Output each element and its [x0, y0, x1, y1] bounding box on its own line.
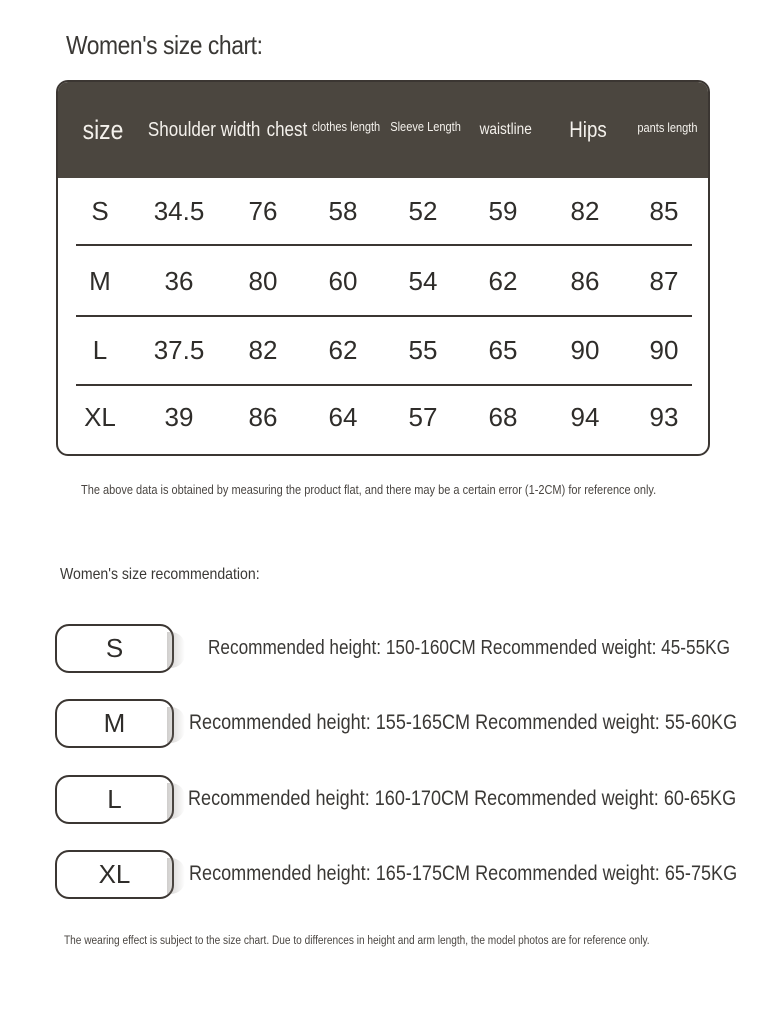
table-footnote: The above data is obtained by measuring the product flat, and there may be a certain error (1-2CM) for reference only.	[81, 483, 657, 497]
recommendation-text: Recommended height: 160-170CM Recommended weight: 60-65KG	[188, 787, 737, 810]
cell-shoulder-width: 39	[164, 401, 194, 432]
recommendation-text: Recommended height: 155-165CM Recommended weight: 55-60KG	[189, 711, 738, 734]
header-hips: Hips	[569, 117, 607, 142]
cell-clothes-length: 58	[328, 195, 358, 226]
size-chart-table	[56, 80, 710, 456]
pill-shadow	[167, 632, 185, 668]
cell-pants-length: 87	[649, 265, 679, 296]
cell-chest: 76	[248, 195, 278, 226]
cell-hips: 94	[570, 401, 600, 432]
cell-shoulder-width: 37.5	[153, 334, 205, 365]
cell-clothes-length: 64	[328, 401, 358, 432]
pill-shadow	[167, 858, 185, 894]
table-header	[58, 82, 708, 178]
recommendation-text: Recommended height: 165-175CM Recommended weight: 65-75KG	[189, 862, 738, 885]
cell-hips: 86	[570, 265, 600, 296]
size-pill: XL	[55, 850, 174, 899]
page-title: Women's size chart:	[66, 30, 263, 60]
cell-shoulder-width: 36	[164, 265, 194, 296]
cell-shoulder-width: 34.5	[153, 195, 205, 226]
cell-size: XL	[84, 401, 116, 432]
pill-shadow	[167, 783, 185, 819]
cell-waistline: 65	[488, 334, 518, 365]
cell-pants-length: 93	[649, 401, 679, 432]
cell-hips: 90	[570, 334, 600, 365]
cell-chest: 86	[248, 401, 278, 432]
cell-sleeve-length: 57	[408, 401, 438, 432]
cell-pants-length: 90	[649, 334, 679, 365]
header-sleeve-length: Sleeve Length	[390, 118, 462, 134]
cell-sleeve-length: 55	[408, 334, 438, 365]
cell-size: S	[91, 195, 109, 226]
header-pants-length: pants length	[636, 119, 698, 135]
cell-sleeve-length: 54	[408, 265, 438, 296]
table-row	[58, 178, 708, 246]
header-size: size	[82, 114, 124, 145]
cell-size: M	[89, 265, 111, 296]
table-row	[58, 248, 708, 316]
cell-waistline: 68	[488, 401, 518, 432]
size-pill: L	[55, 775, 174, 824]
cell-clothes-length: 60	[328, 265, 358, 296]
recommendation-text: Recommended height: 150-160CM Recommended weight: 45-55KG	[208, 636, 731, 659]
recommendation-item	[55, 624, 735, 674]
cell-pants-length: 85	[649, 195, 679, 226]
cell-clothes-length: 62	[328, 334, 358, 365]
recommendation-title: Women's size recommendation:	[60, 566, 260, 583]
size-pill: M	[55, 699, 174, 748]
header-chest: chest	[266, 118, 308, 141]
header-waistline: waistline	[479, 121, 533, 138]
size-pill: S	[55, 624, 174, 673]
header-clothes-length: clothes length	[311, 118, 381, 134]
header-shoulder-width: Shoulder width	[147, 118, 261, 141]
cell-chest: 82	[248, 334, 278, 365]
cell-chest: 80	[248, 265, 278, 296]
table-row	[58, 384, 708, 452]
recommendation-item	[55, 775, 735, 825]
recommendation-item	[55, 699, 738, 749]
pill-shadow	[167, 707, 185, 743]
recommendation-item	[55, 850, 738, 900]
row-divider	[76, 244, 692, 246]
table-row	[58, 317, 708, 385]
cell-waistline: 62	[488, 265, 518, 296]
cell-size: L	[92, 334, 108, 365]
cell-hips: 82	[570, 195, 600, 226]
cell-waistline: 59	[488, 195, 518, 226]
cell-sleeve-length: 52	[408, 195, 438, 226]
footer-note: The wearing effect is subject to the size chart. Due to differences in height and arm length, the model photos are for reference only.	[64, 935, 650, 947]
